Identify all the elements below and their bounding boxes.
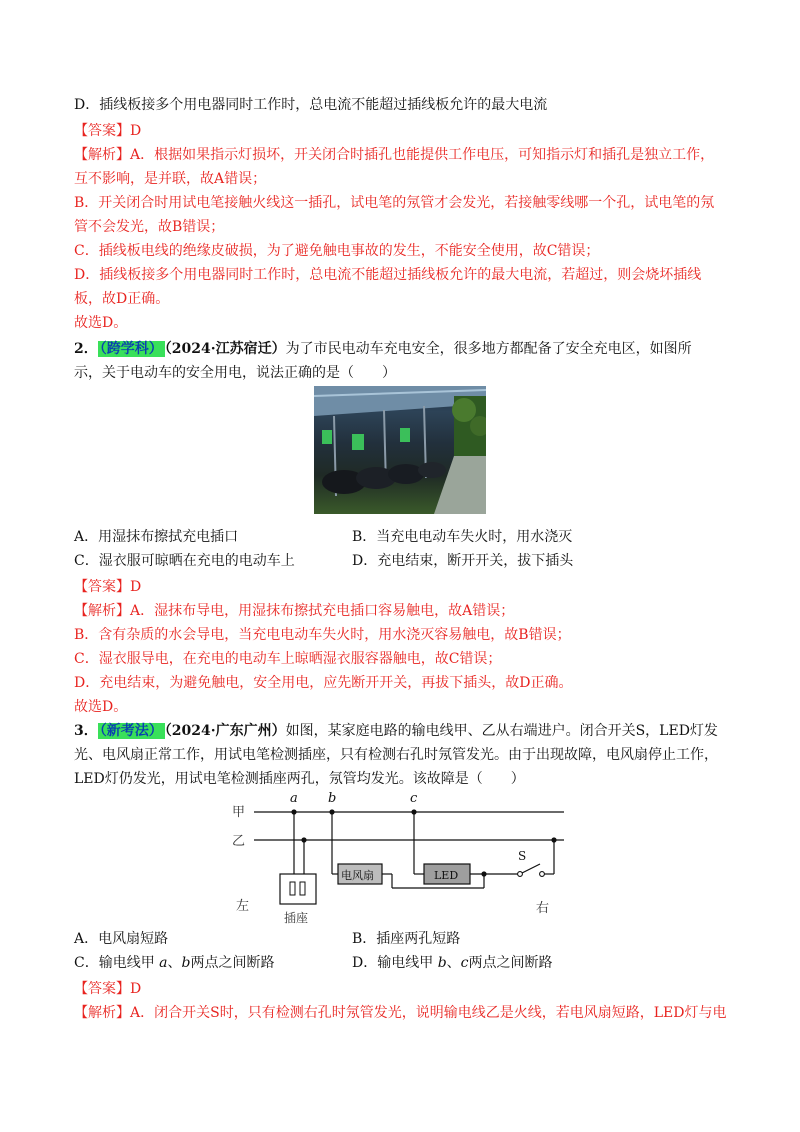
q1-option-d: D．插线板接多个用电器同时工作时，总电流不能超过插线板允许的最大电流 — [74, 97, 548, 113]
switch-lever — [522, 864, 540, 873]
question-source: （2024·广东广州） — [164, 723, 286, 739]
answer-value: D — [130, 123, 142, 139]
q1-analysis-line-5: C．插线板电线的绝缘皮破损，为了避免触电事故的发生，不能安全使用，故C错误； — [74, 243, 600, 259]
wire-jia-label: 甲 — [232, 805, 246, 820]
q3-analysis-line-1 — [74, 1003, 726, 1023]
option-text: 两点之间断路 — [468, 955, 553, 971]
q1-conclusion: 故选D。 — [74, 315, 128, 331]
q3-stem-line-3: LED灯仍发光，用试电笔检测插座两孔，氖管均发光。该故障是（ ） — [74, 771, 525, 787]
q2-option-c: C．湿衣服可晾晒在充电的电动车上 — [74, 553, 295, 569]
question-number: 3． — [74, 723, 98, 739]
question-tag: （新考法） — [99, 723, 163, 739]
q1-analysis-line-6: D．插线板接多个用电器同时工作时，总电流不能超过插线板允许的最大电流，若超过，则会烧坏插线 — [74, 267, 702, 283]
option-text: 、 — [167, 955, 182, 971]
switch-label: S — [518, 849, 527, 863]
answer-tag: 【答案】 — [74, 981, 130, 997]
analysis-tag: 【解析】 — [74, 603, 130, 619]
option-point: b — [181, 955, 191, 971]
option-point: b — [437, 955, 447, 971]
q2-option-d: D．充电结束，断开开关，拔下插头 — [352, 553, 574, 569]
analysis-tag: 【解析】 — [74, 147, 130, 163]
q1-analysis-line-1 — [74, 145, 714, 165]
q1-analysis-line-7: 板，故D正确。 — [74, 291, 170, 307]
question-stem: 如图，某家庭电路的输电线甲、乙从右端进户。闭合开关S，LED灯发 — [285, 723, 718, 739]
switch-contact-right — [540, 872, 545, 877]
q2-answer — [74, 577, 141, 597]
fan-label: 电风扇 — [341, 869, 374, 882]
option-text: D．输电线甲 — [352, 955, 438, 971]
charging-station-illustration — [314, 386, 486, 514]
socket-box — [280, 874, 316, 904]
question-number: 2． — [74, 341, 98, 357]
led-label: LED — [434, 869, 459, 882]
q3-option-d — [352, 953, 553, 973]
q3-stem-line-2: 光、电风扇正常工作，用试电笔检测插座，只有检测右孔时氖管发光。由于出现故障，电风扇停止工作， — [74, 747, 718, 763]
q2-analysis-line-3: C．湿衣服导电，在充电的电动车上晾晒湿衣服容器触电，故C错误； — [74, 651, 502, 667]
socket-hole-left — [290, 882, 295, 895]
q1-answer — [74, 121, 141, 141]
question-tag: （跨学科） — [99, 341, 163, 357]
answer-tag: 【答案】 — [74, 579, 130, 595]
right-label: 右 — [536, 901, 550, 916]
q2-stem-line-1 — [74, 339, 692, 359]
q2-option-b: B．当充电电动车失火时，用水浇灭 — [352, 529, 573, 545]
circuit-diagram — [228, 788, 568, 924]
q3-option-c — [74, 953, 275, 973]
charging-station-photo — [314, 386, 486, 514]
answer-value: D — [130, 981, 142, 997]
option-point: c — [460, 955, 469, 971]
q2-analysis-line-2: B．含有杂质的水会导电，当充电电动车失火时，用水浇灭容易触电，故B错误； — [74, 627, 571, 643]
left-label: 左 — [236, 899, 250, 914]
q1-analysis-line-4: 管不会发光，故B错误； — [74, 219, 225, 235]
analysis-tag: 【解析】 — [74, 1005, 130, 1021]
q3-option-a: A．电风扇短路 — [74, 931, 169, 947]
analysis-text: A．闭合开关S时，只有检测右孔时氖管发光，说明输电线乙是火线，若电风扇短路，LED灯与电 — [130, 1005, 727, 1021]
socket-label: 插座 — [284, 911, 309, 924]
wire-yi-label: 乙 — [232, 834, 246, 849]
q2-conclusion: 故选D。 — [74, 699, 128, 715]
option-text: 、 — [446, 955, 461, 971]
answer-value: D — [130, 579, 142, 595]
point-a-label: a — [290, 791, 298, 806]
q2-analysis-line-1 — [74, 601, 514, 621]
q3-stem-line-1 — [74, 721, 718, 741]
question-source: （2024·江苏宿迁） — [164, 341, 286, 357]
point-c-label: c — [410, 791, 418, 806]
q1-analysis-line-2: 互不影响，是并联，故A错误； — [74, 171, 267, 187]
question-stem: 为了市民电动车充电安全，很多地方都配备了安全充电区，如图所 — [285, 341, 692, 357]
q2-analysis-line-4: D．充电结束，为避免触电，安全用电，应先断开开关，再拔下插头，故D正确。 — [74, 675, 573, 691]
option-point: a — [159, 955, 168, 971]
q1-analysis-line-3: B．开关闭合时用试电笔接触火线这一插孔，试电笔的氖管才会发光，若接触零线哪一个孔，试电笔的氖 — [74, 195, 715, 211]
q3-answer — [74, 979, 141, 999]
analysis-text: A．湿抹布导电，用湿抹布擦拭充电插口容易触电，故A错误； — [130, 603, 515, 619]
q2-option-a: A．用湿抹布擦拭充电插口 — [74, 529, 239, 545]
option-text: 两点之间断路 — [190, 955, 275, 971]
option-text: C．输电线甲 — [74, 955, 160, 971]
socket-hole-right — [300, 882, 305, 895]
q2-stem-line-2: 示，关于电动车的安全用电，说法正确的是（ ） — [74, 365, 396, 381]
analysis-text: A．根据如果指示灯损坏，开关闭合时插孔也能提供工作电压，可知指示灯和插孔是独立工作， — [130, 147, 715, 163]
switch-contact-left — [518, 872, 523, 877]
answer-tag: 【答案】 — [74, 123, 130, 139]
q3-option-b: B．插座两孔短路 — [352, 931, 461, 947]
point-b-label: b — [328, 791, 337, 806]
